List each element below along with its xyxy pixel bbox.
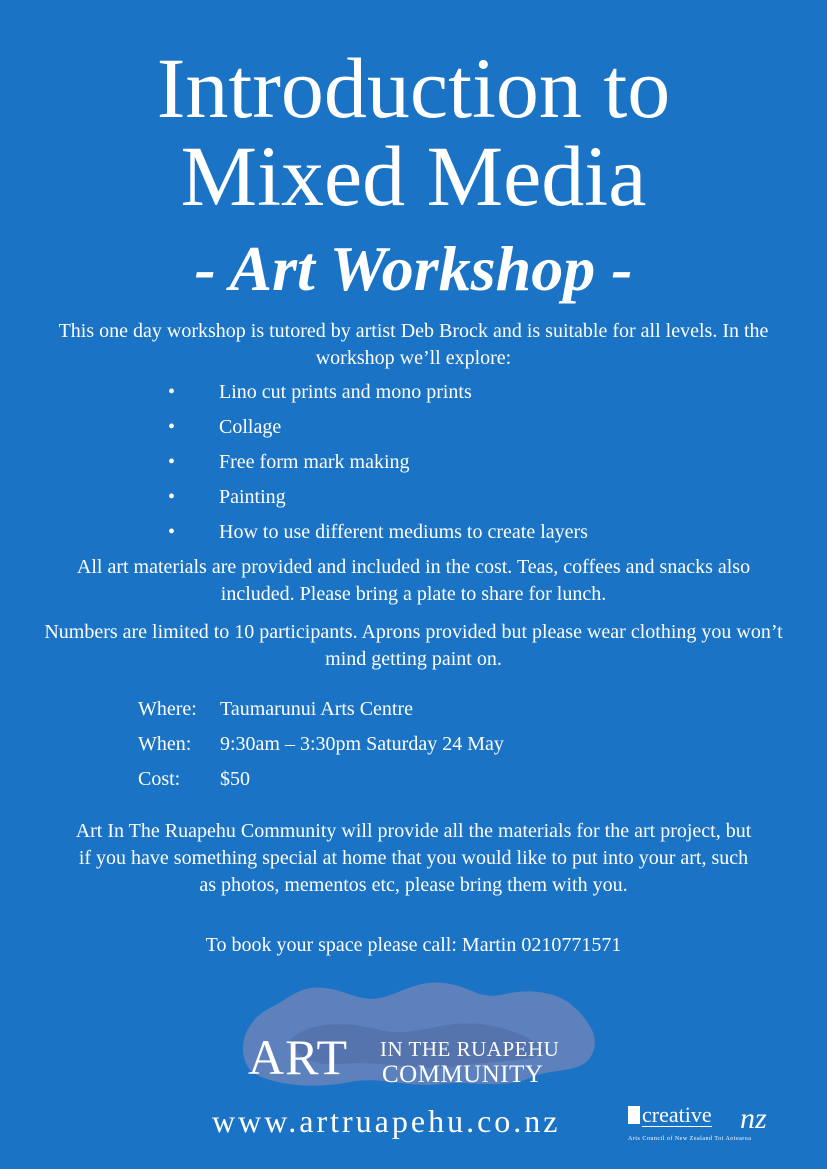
bullet-icon: • [168, 451, 176, 473]
topic-text: Free form mark making [219, 451, 410, 473]
topic-text: Lino cut prints and mono prints [219, 381, 472, 403]
detail-row-when [138, 731, 504, 766]
topic-text: Painting [219, 486, 286, 508]
detail-label: Where: [138, 698, 197, 720]
detail-label: Cost: [138, 768, 181, 790]
numbers-paragraph: Numbers are limited to 10 participants. Aprons provided but please wear clothing you won’t mind getting paint on. [44, 621, 783, 670]
list-item [160, 484, 720, 519]
list-item [160, 414, 720, 449]
booking-line: To book your space please call: Martin 0210771571 [205, 934, 622, 956]
bullet-icon: • [168, 486, 176, 508]
detail-row-cost [138, 766, 504, 801]
list-item [160, 379, 720, 414]
creative-nz-logo [628, 1104, 808, 1152]
list-item [160, 449, 720, 484]
sponsor-tagline: Arts Council of New Zealand Toi Aotearoa [628, 1136, 752, 1142]
title-line-2: Mixed Media [180, 128, 647, 224]
topic-text: Collage [219, 416, 282, 438]
topic-text: How to use different mediums to create layers [219, 521, 588, 543]
intro-paragraph: This one day workshop is tutored by artist Deb Brock and is suitable for all levels. In the workshop we’ll explore: [58, 320, 769, 369]
creative-wordmark: creative [642, 1102, 712, 1127]
title-line-1: Introduction to [156, 40, 671, 136]
materials-paragraph: All art materials are provided and included in the cost. Teas, coffees and snacks also included. Please bring a plate to share for lunch. [76, 556, 751, 605]
detail-row-where [138, 696, 504, 731]
detail-value: Taumarunui Arts Centre [220, 698, 413, 720]
logo-line-2: COMMUNITY [382, 1061, 544, 1088]
poster-title [0, 40, 827, 224]
detail-value: $50 [220, 768, 250, 790]
community-paragraph: Art In The Ruapehu Community will provide all the materials for the art project, but if you have something special at home that you would like to put into your art, such as photos, mementos etc, please bring them with you. [75, 820, 752, 896]
logo-art-text: ART [248, 1029, 348, 1085]
nz-wordmark: nz [740, 1102, 767, 1135]
logo-line-1: IN THE RUAPEHU [380, 1037, 560, 1061]
art-ruapehu-logo [230, 980, 610, 1090]
list-item [160, 519, 720, 554]
bullet-icon: • [168, 381, 176, 403]
topic-list [160, 379, 720, 554]
bullet-icon: • [168, 416, 176, 438]
event-details [138, 696, 504, 801]
detail-label: When: [138, 733, 192, 755]
poster-subtitle: - Art Workshop - [194, 233, 633, 304]
bullet-icon: • [168, 521, 176, 543]
detail-value: 9:30am – 3:30pm Saturday 24 May [220, 733, 504, 755]
koru-icon [628, 1106, 640, 1124]
website-url: www.artruapehu.co.nz [212, 1103, 561, 1139]
